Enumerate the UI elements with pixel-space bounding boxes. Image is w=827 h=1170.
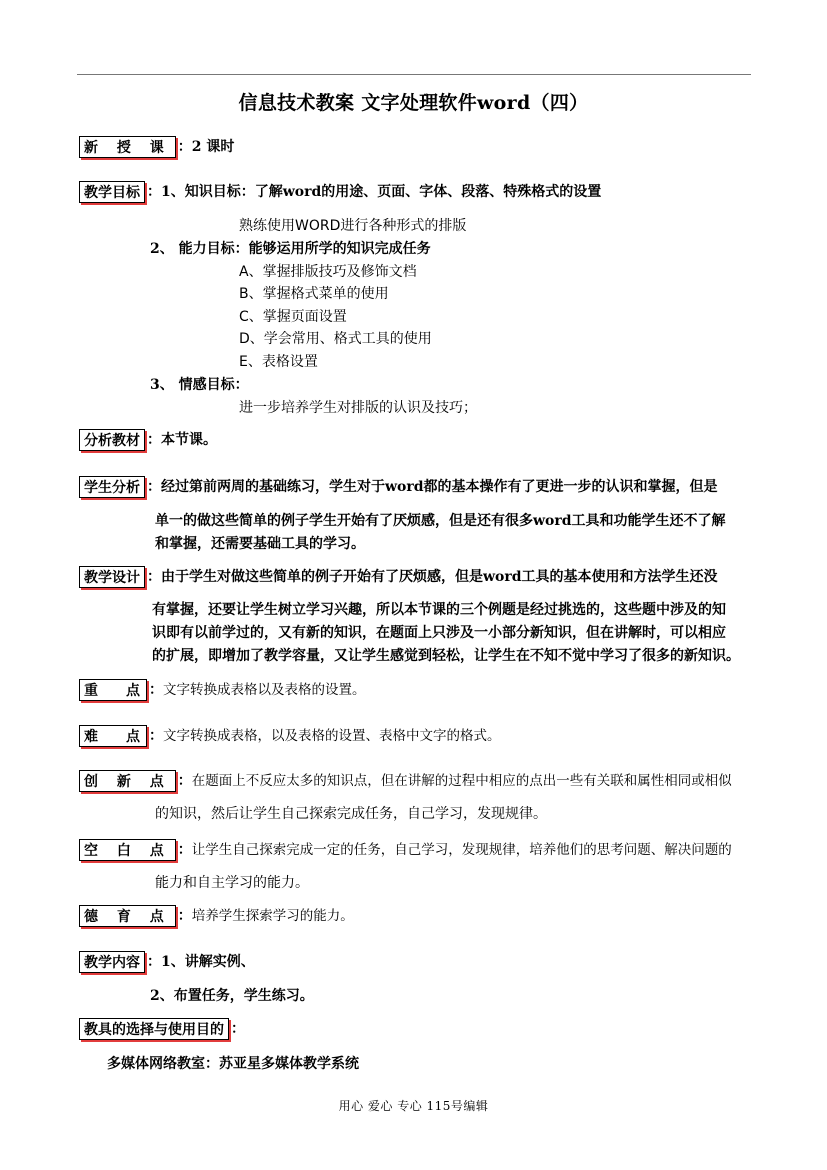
goal-knowledge: 1、知识目标：了解word的用途、页面、字体、段落、特殊格式的设置 [161,184,602,200]
students-line: 和掌握，还需要基础工具的学习。 [155,536,365,552]
value-key-point: 文字转换成表格以及表格的设置。 [163,682,366,698]
content-item: 1、讲解实例、 [161,954,255,970]
value-moral: 培养学生探索学习的能力。 [191,908,354,924]
label-material: 分析教材 [79,429,145,451]
value-difficulty: 文字转换成表格，以及表格的设置、表格中文字的格式。 [163,728,501,744]
colon: ： [147,432,161,448]
label-tools: 教具的选择与使用目的 [79,1018,229,1040]
label-key-point: 重 点 [79,679,147,701]
students-line: 经过第前两周的基础练习，学生对于word都的基本操作有了更进一步的认识和掌握，但是 [161,479,718,495]
colon: ： [147,569,161,585]
label-blank: 空 白 点 [79,839,176,861]
label-moral: 德 育 点 [79,905,176,927]
section-difficulty [79,725,753,747]
content-item: 2、布置任务，学生练习。 [150,988,314,1004]
section-moral [79,905,753,927]
colon: ： [149,728,163,744]
section-new-lesson [79,136,753,158]
ability-item: E、表格设置 [239,354,318,370]
section-key-point [79,679,753,701]
colon: ： [147,184,161,200]
section-students [79,476,753,498]
design-line: 识即有以前学过的，又有新的知识，在题面上只涉及一小部分新知识，但在讲解时，可以相应 [152,625,726,641]
ability-item: B、掌握格式菜单的使用 [239,286,389,302]
label-goals: 教学目标 [79,181,145,203]
section-blank [79,839,753,861]
section-material [79,429,753,451]
goal-knowledge-sub: 熟练使用WORD进行各种形式的排版 [239,218,467,234]
label-innovation: 创 新 点 [79,770,176,792]
colon: ： [177,139,192,155]
label-design: 教学设计 [79,566,145,588]
ability-item: A、掌握排版技巧及修饰文档 [239,264,417,280]
goal-emotion: 3、 情感目标： [150,377,249,393]
label-content: 教学内容 [79,951,145,973]
section-tools [79,1018,753,1040]
label-difficulty: 难 点 [79,725,147,747]
label-new-lesson: 新 授 课 [79,136,176,158]
colon: ： [177,773,192,789]
colon: ： [149,682,163,698]
design-line: 有掌握，还要让学生树立学习兴趣，所以本节课的三个例题是经过挑选的，这些题中涉及的知 [152,602,726,618]
design-line: 的扩展，即增加了教学容量，又让学生感觉到轻松，让学生在不知不觉中学习了很多的新知识。 [152,648,740,664]
colon: ： [147,479,161,495]
value-new-lesson: 2 课时 [191,139,235,155]
section-design [79,566,753,588]
header-rule [77,74,751,75]
value-material: 本节课。 [161,432,217,448]
goal-ability: 2、 能力目标：能够运用所学的知识完成任务 [150,241,431,257]
innovation-line: 的知识，然后让学生自己探索完成任务，自己学习，发现规律。 [155,806,547,822]
goal-emotion-sub: 进一步培养学生对排版的认识及技巧； [239,400,477,416]
blank-line: 让学生自己探索完成一定的任务，自己学习，发现规律，培养他们的思考问题、解决问题的 [191,842,732,858]
blank-line: 能力和自主学习的能力。 [155,875,309,891]
design-line: 由于学生对做这些简单的例子开始有了厌烦感，但是word工具的基本使用和方法学生还没 [161,569,718,585]
page-footer: 用心 爱心 专心 115号编辑 [338,1099,489,1113]
colon: ： [177,842,192,858]
section-content [79,951,753,973]
colon: ： [231,1021,245,1037]
colon: ： [147,954,161,970]
tools-value: 多媒体网络教室：苏亚星多媒体教学系统 [107,1056,359,1072]
section-innovation [79,770,753,792]
section-goals [79,181,753,203]
innovation-line: 在题面上不反应太多的知识点，但在讲解的过程中相应的点出一些有关联和属性相同或相似 [191,773,732,789]
colon: ： [177,908,192,924]
ability-item: D、学会常用、格式工具的使用 [239,331,432,347]
students-line: 单一的做这些简单的例子学生开始有了厌烦感，但是还有很多word工具和功能学生还不了解 [155,513,726,529]
label-students: 学生分析 [79,476,145,498]
page-title: 信息技术教案 文字处理软件word（四） [238,92,589,114]
ability-item: C、掌握页面设置 [239,309,347,325]
